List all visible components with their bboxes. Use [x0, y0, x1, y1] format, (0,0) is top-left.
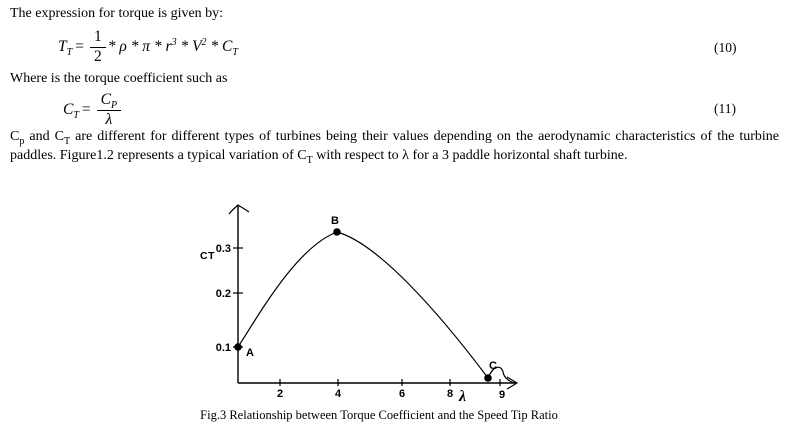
x-axis-label: λ — [459, 388, 467, 405]
equation-11-number: (11) — [714, 101, 736, 116]
eq11-equals-sign: = — [81, 101, 91, 118]
y-axis-arrow-icon — [229, 205, 249, 214]
eq10-lhs-symbol: T — [58, 38, 67, 55]
point-c-label: C — [489, 360, 497, 372]
x-tick-label-4: 4 — [334, 388, 342, 400]
para-sub-t1: T — [63, 135, 71, 147]
point-a-dot — [234, 343, 242, 351]
eq10-fraction — [90, 29, 106, 65]
equation-10-number: (10) — [714, 40, 737, 55]
para-sub-p: p — [19, 135, 25, 147]
point-a-label: A — [246, 347, 254, 359]
eq10-term3: * C — [206, 38, 233, 55]
body-paragraph — [10, 128, 779, 165]
eq11-cp-subscript: P — [111, 100, 118, 112]
figure-plot — [185, 193, 580, 405]
eq10-ct-subscript: T — [232, 47, 238, 59]
equation-11 — [63, 89, 123, 131]
x-tick-label-6: 6 — [398, 388, 406, 400]
para-sub-t2: T — [306, 154, 313, 166]
eq11-lhs — [63, 101, 79, 122]
eq10-equals-sign: = — [75, 38, 84, 55]
point-c-dot — [484, 374, 492, 382]
eq11-lhs-symbol: C — [63, 101, 74, 118]
eq10-term2: * V — [176, 38, 202, 55]
para-part-4: are different for different types of turbines being their values depending on the aerodynamic characteristics of the turbine paddles. Figure1.2 represents a typical variation of C — [10, 129, 779, 163]
y-tick-label-02: 0.2 — [215, 288, 231, 300]
eq11-cp-symbol: C — [100, 91, 111, 109]
eq10-fraction-denominator: 2 — [93, 47, 102, 65]
eq10-term1: * ρ * π * r — [107, 38, 172, 55]
eq10-lhs-subscript: T — [66, 47, 73, 59]
eq10-fraction-numerator: 1 — [90, 29, 106, 47]
para-part-0: C — [10, 129, 20, 144]
where-text: Where is the torque coefficient such as — [10, 71, 228, 86]
para-part-6: with respect to λ for a 3 paddle horizontal shaft turbine. — [312, 147, 628, 163]
eq10-r-exponent: 3 — [171, 36, 177, 48]
y-axis-label: CT — [200, 250, 215, 262]
equation-10 — [58, 26, 238, 68]
ct-curve — [238, 232, 488, 378]
para-part-2: and C — [24, 129, 64, 144]
point-b-label: B — [331, 215, 339, 227]
eq11-lhs-subscript: T — [73, 110, 79, 122]
eq11-fraction — [97, 92, 121, 128]
eq11-fraction-denominator: λ — [105, 110, 113, 128]
eq11-fraction-numerator — [97, 92, 121, 110]
point-b-dot — [333, 228, 341, 236]
figure-caption: Fig.3 Relationship between Torque Coefficient and the Speed Tip Ratio — [200, 408, 558, 422]
y-tick-label-01: 0.1 — [215, 342, 231, 354]
x-tick-label-9: 9 — [498, 389, 506, 401]
eq10-v-exponent: 2 — [201, 36, 207, 48]
eq10-rhs-terms — [107, 36, 238, 59]
x-tick-label-2: 2 — [276, 388, 284, 400]
y-tick-label-03: 0.3 — [215, 243, 231, 255]
x-tick-label-8: 8 — [446, 388, 454, 400]
intro-text: The expression for torque is given by: — [10, 6, 224, 21]
eq10-lhs — [58, 38, 73, 59]
